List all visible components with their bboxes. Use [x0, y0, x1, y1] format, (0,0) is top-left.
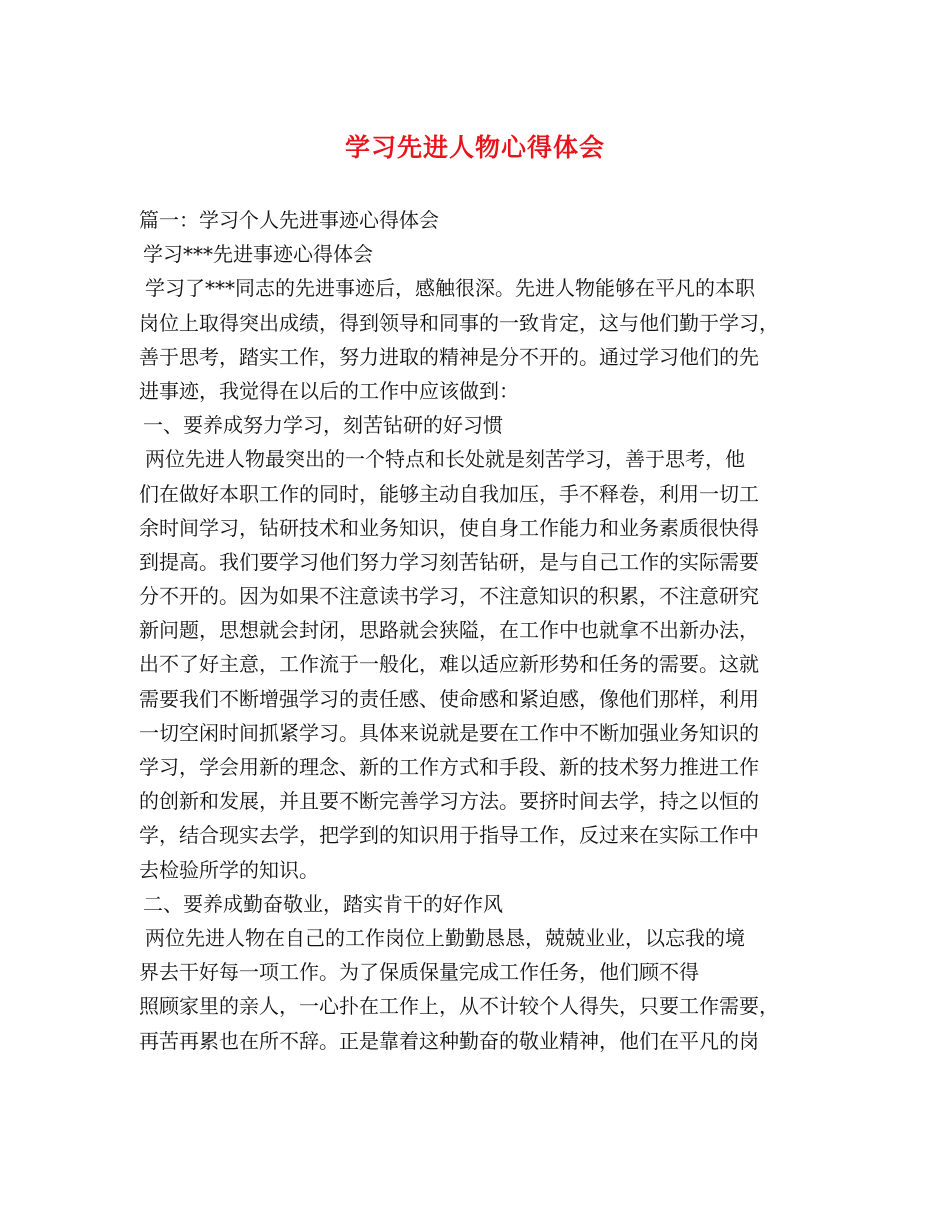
paragraph-line: 分不开的。因为如果不注意读书学习，不注意知识的积累，不注意研究: [139, 584, 759, 609]
paragraph-line: 需要我们不断增强学习的责任感、使命感和紧迫感，像他们那样，利用: [139, 686, 759, 711]
paragraph-line: 学习，学会用新的理念、新的工作方式和手段、新的技术努力推进工作: [139, 755, 759, 779]
section-heading: 篇一：学习个人先进事迹心得体会: [139, 208, 439, 232]
paragraph-line: 再苦再累也在所不辞。正是靠着这种勤奋的敬业精神，他们在平凡的岗: [139, 1028, 759, 1053]
paragraph-line: 学习了***同志的先进事迹后，感触很深。先进人物能够在平凡的本职: [145, 276, 755, 301]
paragraph-line: 界去干好每一项工作。为了保质保量完成工作任务，他们顾不得: [139, 960, 699, 985]
subsection-title: 学习***先进事迹心得体会: [143, 242, 373, 267]
paragraph-line: 余时间学习，钻研技术和业务知识，使自身工作能力和业务素质很快得: [139, 515, 759, 540]
paragraph-line: 一切空闲时间抓紧学习。具体来说就是要在工作中不断加强业务知识的: [139, 720, 759, 745]
paragraph-line: 学，结合现实去学，把学到的知识用于指导工作，反过来在实际工作中: [139, 823, 759, 848]
paragraph-line: 进事迹，我觉得在以后的工作中应该做到：: [139, 378, 519, 403]
paragraph-line: 的创新和发展，并且要不断完善学习方法。要挤时间去学，持之以恒的: [139, 789, 759, 814]
paragraph-line: 两位先进人物最突出的一个特点和长处就是刻苦学习，善于思考，他: [145, 447, 745, 472]
document-title: 学习先进人物心得体会: [344, 133, 605, 162]
paragraph-line: 去检验所学的知识。: [139, 857, 319, 882]
paragraph-line: 新问题，思想就会封闭，思路就会狭隘，在工作中也就拿不出新办法，: [139, 618, 759, 643]
paragraph-line: 出不了好主意，工作流于一般化，难以适应新形势和任务的需要。这就: [139, 652, 759, 677]
document-body: [139, 203, 839, 1058]
paragraph-line: 照顾家里的亲人，一心扑在工作上，从不计较个人得失，只要工作需要，: [139, 994, 779, 1019]
paragraph-line: 们在做好本职工作的同时，能够主动自我加压，手不释卷，利用一切工: [139, 481, 759, 506]
paragraph-line: 岗位上取得突出成绩，得到领导和同事的一致肯定，这与他们勤于学习，: [139, 310, 779, 335]
point-heading: 二、要养成勤奋敬业，踏实肯干的好作风: [143, 891, 503, 916]
point-heading: 一、要养成努力学习，刻苦钻研的好习惯: [143, 413, 503, 438]
paragraph-line: 两位先进人物在自己的工作岗位上勤勤恳恳，兢兢业业，以忘我的境: [145, 925, 745, 950]
paragraph-line: 善于思考，踏实工作，努力进取的精神是分不开的。通过学习他们的先: [139, 344, 759, 369]
paragraph-line: 到提高。我们要学习他们努力学习刻苦钻研，是与自己工作的实际需要: [139, 549, 759, 574]
